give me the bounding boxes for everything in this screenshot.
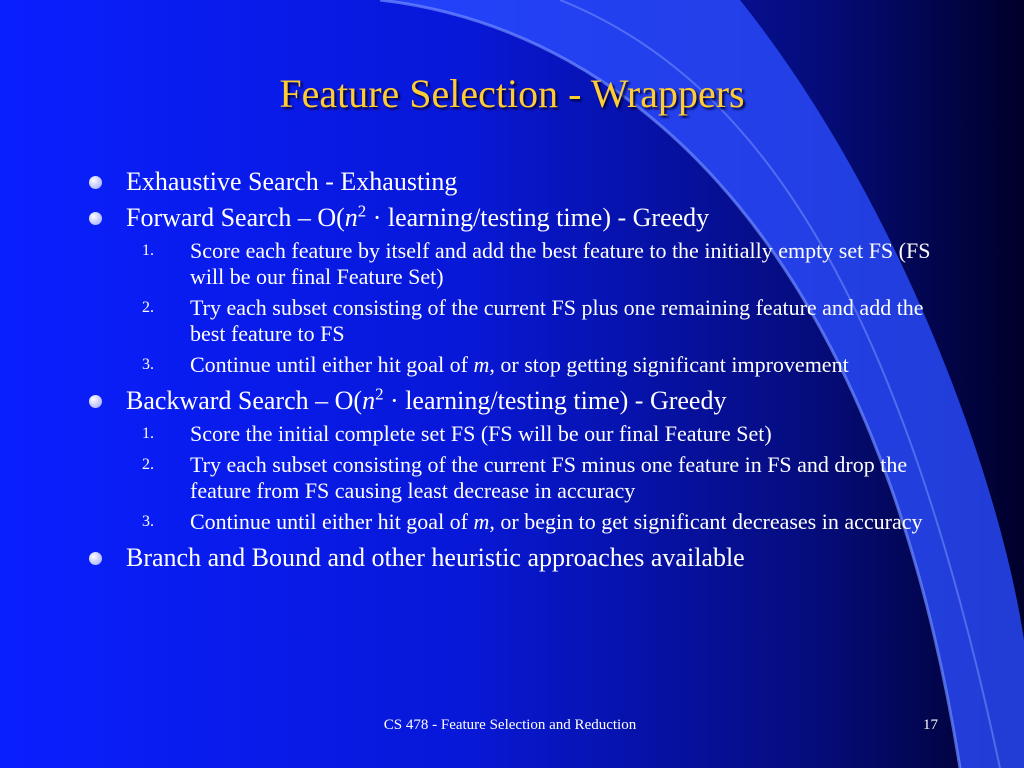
bullet-dot-icon bbox=[89, 212, 102, 225]
text-run: , or stop getting significant improvement bbox=[489, 352, 849, 377]
text-run: Try each subset consisting of the current FS plus one remaining feature and add the best feature to FS bbox=[190, 295, 924, 346]
bullet-item bbox=[88, 383, 948, 419]
numbered-sub-item bbox=[88, 452, 948, 504]
text-run: Score the initial complete set FS (FS will be our final Feature Set) bbox=[190, 421, 772, 446]
text-run: n bbox=[344, 203, 358, 232]
bullet-dot-icon bbox=[89, 176, 102, 189]
text-run: Continue until either hit goal of bbox=[190, 352, 474, 377]
sub-item-text bbox=[190, 452, 907, 503]
sub-item-text bbox=[190, 509, 923, 534]
text-run: m bbox=[473, 509, 490, 534]
text-run: Branch and Bound and other heuristic approaches available bbox=[126, 543, 745, 572]
sub-item-text bbox=[190, 295, 924, 346]
numbered-sub-item bbox=[88, 238, 948, 290]
text-run: n bbox=[362, 386, 376, 415]
bullet-text bbox=[126, 543, 745, 572]
footer-course-text: CS 478 - Feature Selection and Reduction bbox=[383, 717, 637, 733]
sub-item-number: 3. bbox=[142, 513, 154, 530]
slide-content bbox=[88, 164, 948, 576]
text-run: 2 bbox=[375, 384, 384, 404]
text-run: · learning/testing time) - Greedy bbox=[366, 203, 710, 232]
sub-item-text bbox=[190, 352, 849, 377]
text-run: Backward Search – O( bbox=[126, 386, 363, 415]
bullet-item bbox=[88, 200, 948, 236]
numbered-sub-item bbox=[88, 352, 948, 378]
text-run: · learning/testing time) - Greedy bbox=[383, 386, 727, 415]
bullet-text bbox=[126, 167, 457, 196]
text-run: Score each feature by itself and add the best feature to the initially empty set FS (FS will be our final Feature Set) bbox=[190, 238, 931, 289]
sub-item-number: 2. bbox=[142, 456, 154, 473]
text-run: Try each subset consisting of the current FS minus one feature in FS and drop the feature from FS causing least decrease in accuracy bbox=[190, 452, 908, 503]
text-run: , or begin to get significant decreases in accuracy bbox=[489, 509, 923, 534]
bullet-text bbox=[126, 203, 709, 232]
sub-item-number: 1. bbox=[142, 425, 154, 442]
footer-page-number: 17 bbox=[923, 717, 938, 733]
bullet-dot-icon bbox=[89, 395, 102, 408]
text-run: Exhaustive Search - Exhausting bbox=[126, 167, 458, 196]
numbered-sub-item bbox=[88, 295, 948, 347]
sub-item-text bbox=[190, 421, 772, 446]
sub-item-number: 1. bbox=[142, 242, 154, 259]
bullet-item bbox=[88, 164, 948, 200]
bullet-text bbox=[126, 386, 726, 415]
text-run: m bbox=[473, 352, 490, 377]
text-run: Continue until either hit goal of bbox=[190, 509, 474, 534]
numbered-sub-item bbox=[88, 421, 948, 447]
bullet-item bbox=[88, 540, 948, 576]
numbered-sub-item bbox=[88, 509, 948, 535]
sub-item-text bbox=[190, 238, 930, 289]
bullet-dot-icon bbox=[89, 552, 102, 565]
sub-item-number: 2. bbox=[142, 299, 154, 316]
text-run: Forward Search – O( bbox=[126, 203, 345, 232]
slide-title: Feature Selection - Wrappers bbox=[279, 71, 745, 116]
sub-item-number: 3. bbox=[142, 356, 154, 373]
text-run: 2 bbox=[357, 201, 367, 221]
